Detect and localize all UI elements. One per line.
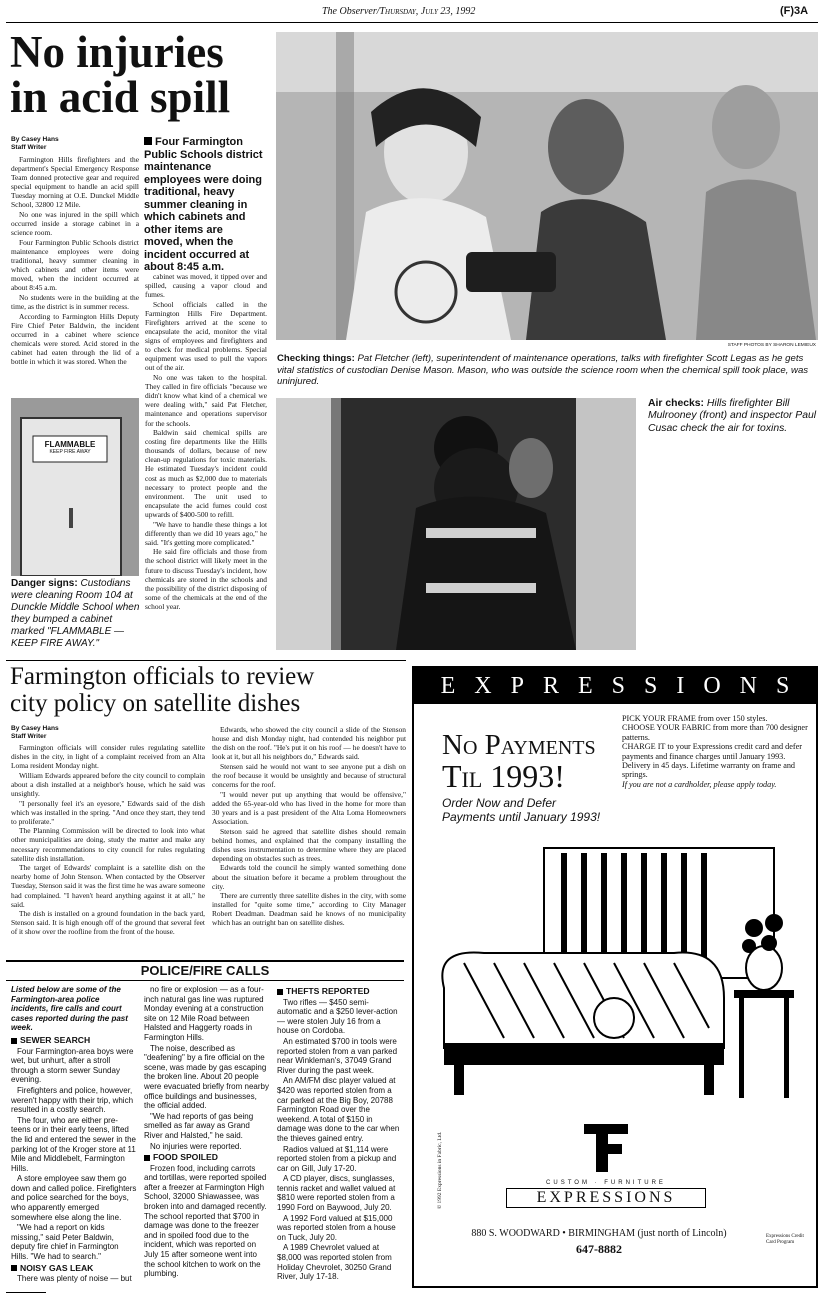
paragraph: He said fire officials and those from the school district will likely meet in the future to discuss Tuesday's incident, how chemicals are stored in the schools and the possibility of the district disposing of some of the chemicals at the end of the school year. [145,547,267,611]
ad-headline-line: No Payments [442,729,596,761]
paragraph: A store employee saw them go down and called police. Firefighters and police searched for the boys, who apparently emerged somewhere else along the line. [11,1174,137,1222]
caption-label: Danger signs: [11,578,78,589]
paragraph: An AM/FM disc player valued at $420 was reported stolen from a car parked at the Big Boy, 20788 Farmington Road over the weekend. A total of $150 in damage was done to the car when the thieves gained entry. [277,1076,400,1143]
caption-label: Air checks: [648,398,705,409]
paragraph: The target of Edwards' complaint is a satellite dish on the nearby home of John Stenson. When contacted by the Observer Tuesday, Stenson said it was the first time he was aware someone had complained. "I haven't heard anything against it at all," he said. [11,863,205,909]
paragraph: "I personally feel it's an eyesore," Edwards said of the dish which was installed in the spring. "And once they start, they tend to proliferate." [11,798,205,826]
paragraph: "I would never put up anything that would be offensive," added the 65-year-old who has lived in the home for more than 30 years and is a past president of the Alta Loma Homeowners Association. [212,789,406,826]
police-rule-bottom [6,980,404,981]
paragraph: Four Farmington-area boys were wet, but unhurt, after a stroll through a storm sewer Sunday evening. [11,1046,134,1085]
caption-text: Pat Fletcher (left), superintendent of maintenance operations, talks with firefighter Scott Legas as he gets vital statistics of custodian Denise Mason. Mason, who was outside the science room when the chemical spill took place, was uninjured. [277,353,809,388]
section-title: SEWER SEARCH [20,1034,91,1045]
paragraph: Farmington Hills firefighters and the department's Special Emergency Response Team donned protective gear and required special equipment to handle an acid spill Tuesday morning at O.E. Dunckel Middle School, 32800 12 Mile. [11,155,139,210]
paragraph: An estimated $700 in tools were reported stolen from a van parked near Winkleman's, 37049 Grand River during the past week. [277,1036,398,1075]
ad-copyright: © 1992 Expressions in Fabric, Ltd. [437,1131,443,1209]
paragraph: Edwards, who showed the city council a slide of the Stenson house and dish Monday night, had contended his neighbor put the dish on the roof. "He's put it on his roof — he doesn't have to look at it, but all his neighbors do," Edwards said. [212,725,406,762]
sign-line: KEEP FIRE AWAY [49,449,91,455]
masthead-rule [6,22,818,23]
police-column-3 [277,985,403,1283]
ad-banner [414,668,816,704]
paragraph: Stetson said he agreed that satellite dishes should remain behind homes, and explained that the company installing the dishes uses instrumentation to determine where they are placed depending on obstacles such as trees. [212,826,406,863]
byline-name: By Casey Hans [11,725,59,732]
paragraph: Frozen food, including carrots and tortillas, were reported spoiled after a freezer at Farmington High School, 32000 Shiawassee, was broken into and damaged recently. The school reported that $700 in damage was done to the freezer and in spoiled food due to the incident, which was reported on July 15 after someone went into the school kitchen to work on the plumbing. [144,1163,267,1279]
checking-things-caption [277,353,817,388]
paragraph: Four Farmington Public Schools district maintenance employees were doing traditional, heavy summer cleaning in which cabinets and other items were moved, when the incident occurred at about 8:45 a.m. [11,237,139,293]
section-title: NOISY GAS LEAK [20,1262,94,1273]
ad-logo-name: EXPRESSIONS [506,1188,706,1208]
caption-text: Hills firefighter Bill Mulrooney (front) and inspector Paul Cusac check the air for toxins. [648,398,817,434]
paragraph: The four, who are either pre-teens or in their early teens, lifted the lid and entered the sewer in the parking lot of the Kroger store at 11 Mile and Middlebelt, Farmington Hills. [11,1115,136,1173]
byline-title: Staff Writer [11,144,47,151]
acid-spill-headline [10,27,270,122]
satellite-headline [10,663,410,717]
paragraph: Baldwin said chemical spills are costing fire departments like the Hills thousands of dollars, because of new clean-up regulations for toxic materials. He estimated Tuesday's incident could cost as much as $2,000 due to materials necessary to protect people and the environment. The unit used to encapsulate the acid fumes could cost upwards of $400-500 to refill. [145,428,267,519]
paragraph: "We had reports of gas being smelled as far away as Grand River and Halsted," he said. [144,1111,254,1140]
paper-name: The Observer/ [322,6,380,17]
paragraph: no fire or explosion — as a four-inch natural gas line was ruptured Monday evening at a construction site on 12 Mile Road between Halsted and Haggerty roads in Farmington Hills. [144,985,264,1042]
section-heading [277,987,403,997]
pullquote-text: Four Farmington Public Schools district maintenance employees were doing traditional, heavy summer cleaning in which cabinets and other items are moved, when the incident occurred at about 8:45 a.m. [144,136,263,273]
police-column-1 [11,985,137,1285]
paragraph: A 1989 Chevrolet valued at $8,000 was reported stolen from Holiday Chevrolet, 30250 Grand River, July 17-18. [277,1243,392,1282]
ad-detail: Delivery in 45 days. Lifetime warranty on frame and springs. [622,761,796,780]
paragraph: Two rifles — $450 semi-automatic and a $250 lever-action — were stolen July 16 from a house on Cordoba. [277,997,398,1036]
section-heading [11,1264,137,1274]
bullet-square [144,137,152,145]
expressions-ad [412,666,818,1288]
ad-detail: CHARGE IT to your Expressions credit card and defer payments and finance charges until January 1993. [622,742,802,761]
air-checks-caption [648,398,818,435]
satellite-column-1 [11,743,205,937]
danger-signs-caption [11,578,141,650]
firefighters-illustration [276,398,636,650]
page-number: (F)3A [780,5,809,17]
section-title: FOOD SPOILED [153,1152,218,1163]
satellite-column-2 [212,725,406,928]
checking-things-photo [276,32,818,340]
police-fire-header: POLICE/FIRE CALLS [140,963,270,978]
paragraph: William Edwards appeared before the city council to complain about a dish installed at a neighbor's house, which he said was unsightly. [11,770,205,798]
paragraph: No one was taken to the hospital. They called in fire officials "because we didn't know what kind of a chemical we were dealing with," said Pat Fletcher, maintenance and operations supervisor for the schools. [145,373,267,428]
paragraph: A CD player, discs, sunglasses, tennis racket and wallet valued at $810 were reported stolen from a 1990 Ford on Baywood, July 20. [277,1174,396,1213]
flammable-sign [35,440,105,455]
section-title: THEFTS REPORTED [286,986,370,996]
bullet-square [277,989,283,995]
ad-logo-tagline: CUSTOM · FURNITURE [546,1180,666,1186]
satellite-byline [11,725,211,741]
cabinet-illustration [11,398,139,576]
paragraph: Firefighters and police, however, weren't happy with their trip, which resulted in a costly search. [11,1085,134,1115]
section-rule [6,660,406,661]
section-heading [11,1036,137,1046]
paragraph: Farmington officials will consider rules regulating satellite dishes in the city, in light of a complaint received from an Alta Loma resident Monday night. [11,743,205,771]
byline-name: By Casey Hans [11,136,59,143]
paragraph: Edwards told the council he simply wanted something done about the situation before it became a problem throughout the city. [212,863,406,891]
acid-spill-column-1 [11,155,139,367]
masthead-paper-date [322,6,475,17]
paragraph: No students were in the building at the time, as the district is in summer recess. [11,292,139,311]
paragraph: No one was injured in the spill which occurred inside a storage cabinet in a science room. [11,210,139,238]
ad-address: 880 S. WOODWARD • BIRMINGHAM (just north of Lincoln) [471,1228,727,1239]
danger-sign-photo [11,398,139,576]
headline-line: No injuries [10,27,224,77]
police-intro: Listed below are some of the Farmington-area police incidents, fire calls and court cases reported during the past week. [11,985,128,1033]
ad-phone: 647-8882 [576,1242,622,1256]
ad-headline [442,730,642,792]
ad-banner-text: EXPRESSIONS [440,672,809,699]
ad-subhead [442,796,642,824]
acid-spill-column-2 [145,272,267,611]
paragraph: According to Farmington Hills Deputy Fire Chief Peter Baldwin, the incident occurred in a cabinet where science chemicals were stored. Acid stored in the cabinet had eaten through the lid of a bottle in which it was stored. When the [11,311,139,367]
ad-detail: If you are not a cardholder, please apply today. [622,779,777,789]
paragraph: The noise, described as "deafening" by a fire official on the scene, was made by gas escaping the broken line. About 20 people were evacuated briefly from nearby office buildings and businesses, the official added. [144,1043,269,1111]
paragraph: No injuries were reported. [150,1141,242,1151]
paragraph: A 1992 Ford valued at $15,000 was reported stolen from a house on Tuck, July 20. [277,1213,396,1242]
byline-title: Staff Writer [11,733,47,740]
bullet-square [144,1155,150,1161]
headline-line: Farmington officials to review [10,663,315,690]
acid-spill-pullquote [144,136,264,274]
paragraph: Radios valued at $1,114 were reported stolen from a pickup and car on Gill, July 17-20. [277,1144,397,1173]
paragraph: The Planning Commission will be directed to look into what other municipalities are doing, study the matter and make any necessary recommendations to city council for rules regulating satellite dish installation. [11,826,205,863]
ad-detail: CHOOSE YOUR FABRIC from more than 700 designer patterns. [622,723,808,742]
ad-corner-note: Expressions Credit Card Program [766,1234,804,1245]
photo-illustration [276,32,818,340]
section-heading [144,1153,270,1163]
acid-spill-byline [11,136,139,152]
sofa-illustration [424,838,804,1118]
ad-headline-line: Til 1993! [442,758,565,794]
sign-line: FLAMMABLE [44,440,96,449]
paragraph: There was plenty of noise — but [17,1274,132,1284]
caption-label: Checking things: [277,353,355,364]
police-column-2 [144,985,270,1280]
caption-text: Custodians were cleaning Room 104 at Dunckle Middle School when they bumped a cabinet marked "FLAMMABLE — KEEP FIRE AWAY." [11,578,140,649]
paragraph: "We have to handle these things a lot differently than we did 10 years ago," he said. "It's getting more complicated." [145,519,267,547]
air-checks-photo [276,398,636,650]
paragraph: cabinet was moved, it tipped over and spilled, causing a vapor cloud and fumes. [145,272,267,300]
paragraph: Stensen said he would not want to see anyone put a dish on the roof because it would be unsightly and because of structural concerns for the roof. [212,761,406,790]
paragraph: The dish is installed on a ground foundation in the back yard, Stenson said. It is high enough off of the ground that several feet of it show over the roofline from the front of the house. [11,909,205,937]
paragraph: "We had a report on kids missing," said Peter Baldwin, deputy fire chief in Farmington Hills. "We had to search." [11,1223,119,1262]
headline-line: city policy on satellite dishes [10,690,301,717]
bullet-square [11,1038,17,1044]
headline-line: in acid spill [10,72,231,122]
photo-credit: STAFF PHOTOS BY SHARON LEMIEUX [727,343,816,348]
ad-detail: PICK YOUR FRAME from over 150 styles. [622,714,768,723]
ad-subhead-line: Payments until January 1993! [442,810,601,824]
paragraph: School officials called in the Farmington Hills Fire Department. Firefighters arrived at the scene to encapsulate the acid, monitor the vital signs of employees and firefighters and to check for medical problems. Special equipment was used to pull the vapors out of the air. [145,299,267,373]
footer-rule [6,1292,46,1293]
issue-date: Thursday, July 23, 1992 [379,6,476,17]
paragraph: There are currently three satellite dishes in the city, with some installed for "quite some time," according to City Manager Robert Deadman. Deadman said he knows of no municipality which has an outright ban on satellite dishes. [212,891,406,928]
bullet-square [11,1265,17,1271]
ad-subhead-line: Order Now and Defer [442,796,557,810]
expressions-logo-icon [576,1116,636,1176]
ad-details [622,714,812,789]
masthead [0,0,824,24]
